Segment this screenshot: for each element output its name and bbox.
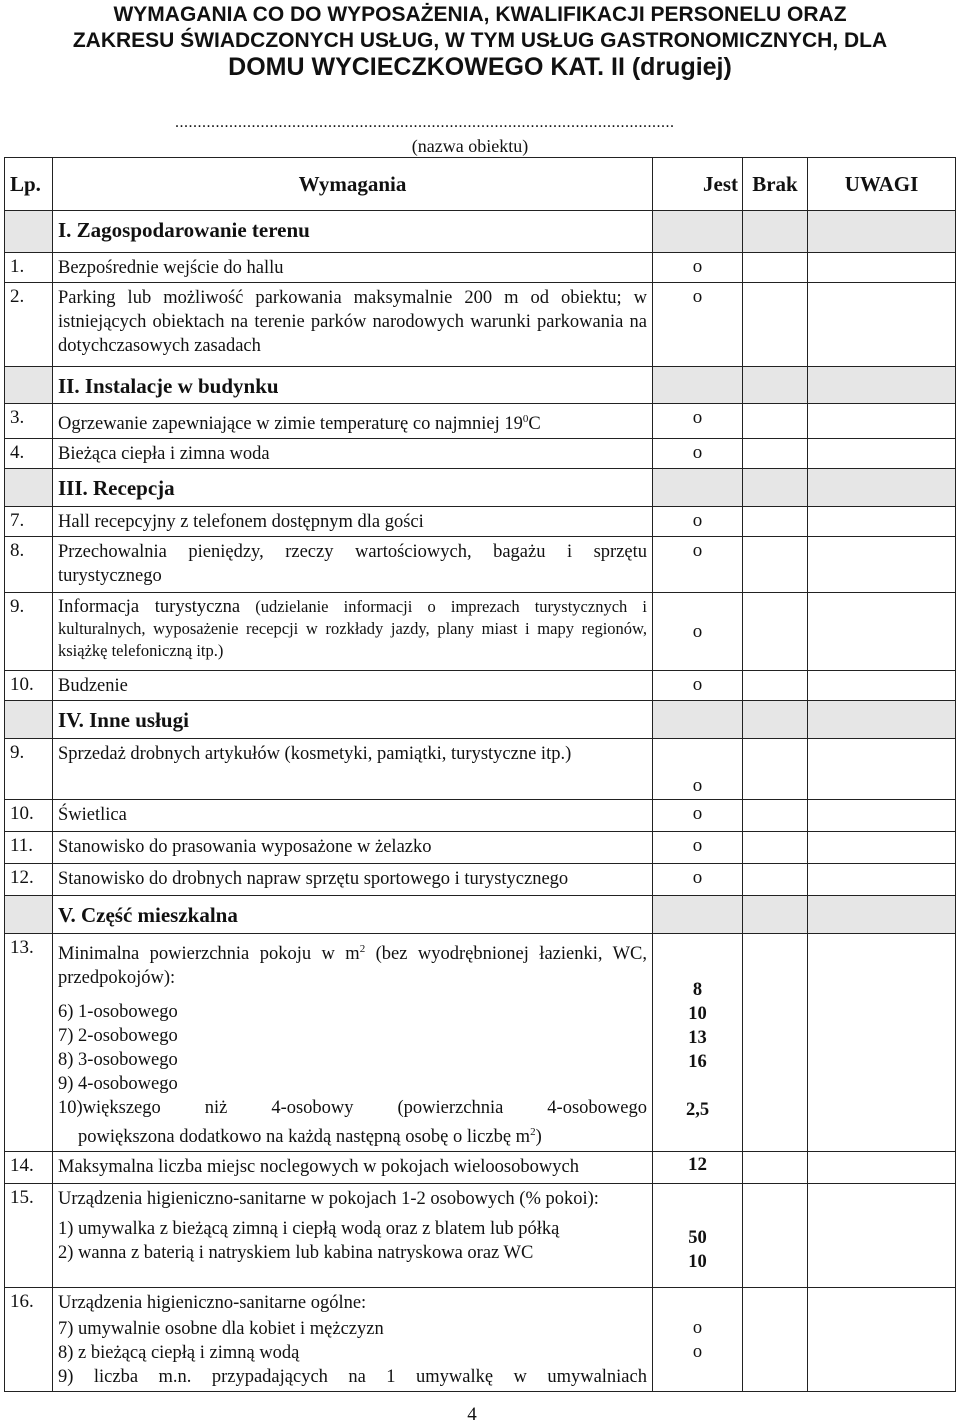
row-requirement: Stanowisko do drobnych napraw sprzętu sportowego i turystycznego bbox=[53, 864, 653, 896]
row-uwagi[interactable] bbox=[808, 593, 956, 671]
page-number: 4 bbox=[467, 1404, 477, 1425]
value[interactable]: 8 bbox=[692, 980, 703, 1001]
title-line-1: WYMAGANIA CO DO WYPOSAŻENIA, KWALIFIKACJI PERSONELU ORAZ bbox=[113, 3, 847, 26]
row-jest[interactable]: o bbox=[653, 507, 743, 537]
section-title: IV. Inne usługi bbox=[58, 708, 189, 733]
section-title: V. Część mieszkalna bbox=[58, 903, 238, 928]
sub-item: 8) 3-osobowego bbox=[58, 1050, 178, 1071]
table-row bbox=[5, 253, 956, 283]
section-row bbox=[5, 896, 956, 934]
row-lp: 14. bbox=[5, 1152, 53, 1184]
table-header bbox=[5, 158, 956, 211]
section-jest bbox=[653, 896, 743, 934]
requirement-text-end: (bez wyodrębnionej łazienki, WC, przedpokojów): bbox=[58, 944, 648, 989]
row-uwagi[interactable] bbox=[808, 671, 956, 701]
header-jest: Jest bbox=[653, 158, 743, 211]
row-jest[interactable]: o bbox=[653, 864, 743, 896]
section-brak bbox=[743, 896, 808, 934]
section-brak bbox=[743, 469, 808, 507]
row-lp: 15. bbox=[5, 1184, 53, 1288]
sub-item: 9) liczba m.n. przypadających na 1 umywalkę w umywalniach bbox=[58, 1367, 647, 1388]
row-lp: 2. bbox=[5, 283, 53, 367]
row-brak[interactable] bbox=[743, 404, 808, 439]
row-jest bbox=[653, 1184, 743, 1288]
row-requirement bbox=[53, 593, 653, 671]
requirement-text-end: C bbox=[528, 414, 541, 435]
row-requirement: Przechowalnia pieniędzy, rzeczy wartościowych, bagażu i sprzętu turystycznego bbox=[53, 537, 653, 593]
row-brak[interactable] bbox=[743, 832, 808, 864]
header-brak: Brak bbox=[743, 158, 808, 211]
sub-item: 8) z bieżącą ciepłą i zimną wodą bbox=[58, 1343, 300, 1364]
value[interactable]: 10 bbox=[688, 1004, 707, 1025]
sub-item: 2) wanna z baterią i natryskiem lub kabina natryskowa oraz WC bbox=[58, 1243, 534, 1264]
requirements-table bbox=[4, 157, 956, 1392]
row-requirement bbox=[53, 404, 653, 439]
sub-item-text: powiększona dodatkowo na każdą następną osobę o liczbę m bbox=[78, 1127, 531, 1148]
requirement-text: Urządzenia higieniczno-sanitarne w pokojach 1-2 osobowych (% pokoi): bbox=[58, 1189, 599, 1210]
row-requirement bbox=[53, 934, 653, 1152]
row-lp: 12. bbox=[5, 864, 53, 896]
row-brak[interactable] bbox=[743, 671, 808, 701]
sub-item: 10)większego niż 4-osobowy (powierzchnia 4-osobowego bbox=[58, 1098, 647, 1119]
section-lp bbox=[5, 701, 53, 739]
row-uwagi[interactable] bbox=[808, 1184, 956, 1288]
row-requirement: Stanowisko do prasowania wyposażone w żelazko bbox=[53, 832, 653, 864]
row-lp: 10. bbox=[5, 800, 53, 832]
row-brak[interactable] bbox=[743, 253, 808, 283]
section-title: II. Instalacje w budynku bbox=[58, 374, 279, 398]
row-jest bbox=[653, 934, 743, 1152]
row-brak[interactable] bbox=[743, 864, 808, 896]
section-jest bbox=[653, 211, 743, 253]
sub-item-text-end: ) bbox=[535, 1127, 542, 1148]
row-requirement: Hall recepcyjny z telefonem dostępnym dla gości bbox=[53, 507, 653, 537]
row-jest bbox=[653, 1288, 743, 1392]
table-row bbox=[5, 934, 956, 1152]
row-uwagi[interactable] bbox=[808, 1152, 956, 1184]
row-jest[interactable]: o bbox=[653, 739, 743, 800]
section-title: I. Zagospodarowanie terenu bbox=[58, 218, 310, 242]
row-requirement bbox=[53, 1184, 653, 1288]
table-row bbox=[5, 1184, 956, 1288]
requirement-note: (udzielanie informacji o imprezach turystycznych i kulturalnych, wyposażenie recepcji w rozkłady jazdy, plany miast i mapy regionów, książkę telefoniczną itp.) bbox=[58, 597, 647, 661]
row-requirement: Sprzedaż drobnych artykułów (kosmetyki, pamiątki, turystyczne itp.) bbox=[53, 739, 653, 800]
row-brak[interactable] bbox=[743, 507, 808, 537]
section-uwagi bbox=[808, 896, 956, 934]
value[interactable]: 2,5 bbox=[685, 1100, 710, 1121]
sub-item: 6) 1-osobowego bbox=[58, 1002, 178, 1023]
section-title-cell bbox=[53, 896, 653, 934]
row-requirement: Budzenie bbox=[53, 671, 653, 701]
value[interactable]: 10 bbox=[688, 1252, 707, 1273]
row-jest[interactable]: o bbox=[653, 671, 743, 701]
superscript: 2 bbox=[359, 943, 366, 956]
table-row bbox=[5, 1288, 956, 1392]
object-name-caption: (nazwa obiektu) bbox=[411, 136, 529, 156]
row-jest[interactable]: o bbox=[653, 800, 743, 832]
row-uwagi[interactable] bbox=[808, 739, 956, 800]
section-row bbox=[5, 211, 956, 253]
table-row bbox=[5, 593, 956, 671]
row-brak[interactable] bbox=[743, 283, 808, 367]
row-uwagi[interactable] bbox=[808, 832, 956, 864]
section-jest bbox=[653, 469, 743, 507]
row-lp: 10. bbox=[5, 671, 53, 701]
row-uwagi[interactable] bbox=[808, 800, 956, 832]
section-lp bbox=[5, 367, 53, 404]
row-lp: 4. bbox=[5, 439, 53, 469]
section-title-cell bbox=[53, 367, 653, 404]
superscript: 2 bbox=[530, 1126, 536, 1139]
section-title-cell bbox=[53, 701, 653, 739]
header-requirements: Wymagania bbox=[53, 158, 653, 211]
value[interactable]: 13 bbox=[688, 1028, 707, 1049]
object-name-blank[interactable]: ............................................................................................................... bbox=[175, 114, 675, 131]
value[interactable]: o bbox=[692, 1342, 703, 1363]
table-row bbox=[5, 439, 956, 469]
table-row bbox=[5, 537, 956, 593]
row-uwagi[interactable] bbox=[808, 439, 956, 469]
table-row bbox=[5, 739, 956, 800]
table-row bbox=[5, 283, 956, 367]
row-brak[interactable] bbox=[743, 1288, 808, 1392]
section-row bbox=[5, 469, 956, 507]
requirement-text: Urządzenia higieniczno-sanitarne ogólne: bbox=[58, 1293, 367, 1314]
row-uwagi[interactable] bbox=[808, 507, 956, 537]
row-requirement: Bieżąca ciepła i zimna woda bbox=[53, 439, 653, 469]
header-uwagi: UWAGI bbox=[808, 158, 956, 211]
section-lp bbox=[5, 896, 53, 934]
row-brak[interactable] bbox=[743, 934, 808, 1152]
row-jest[interactable]: 12 bbox=[653, 1152, 743, 1184]
row-jest[interactable]: o bbox=[653, 283, 743, 367]
row-lp: 11. bbox=[5, 832, 53, 864]
row-jest[interactable]: o bbox=[653, 832, 743, 864]
section-uwagi bbox=[808, 701, 956, 739]
row-uwagi[interactable] bbox=[808, 253, 956, 283]
title-line-3: DOMU WYCIECZKOWEGO KAT. II (drugiej) bbox=[228, 53, 732, 81]
row-brak[interactable] bbox=[743, 439, 808, 469]
row-lp: 7. bbox=[5, 507, 53, 537]
section-lp bbox=[5, 211, 53, 253]
row-lp: 1. bbox=[5, 253, 53, 283]
section-row bbox=[5, 367, 956, 404]
row-lp: 8. bbox=[5, 537, 53, 593]
table-row bbox=[5, 832, 956, 864]
row-jest[interactable]: o bbox=[653, 439, 743, 469]
value[interactable]: o bbox=[692, 1318, 703, 1339]
section-title-cell bbox=[53, 469, 653, 507]
section-brak bbox=[743, 367, 808, 404]
section-lp bbox=[5, 469, 53, 507]
section-row bbox=[5, 701, 956, 739]
section-uwagi bbox=[808, 469, 956, 507]
row-lp: 3. bbox=[5, 404, 53, 439]
requirement-text bbox=[58, 937, 647, 990]
section-uwagi bbox=[808, 367, 956, 404]
sub-item: 1) umywalka z bieżącą zimną i ciepłą wodą oraz z blatem lub półką bbox=[58, 1219, 560, 1240]
row-brak[interactable] bbox=[743, 1152, 808, 1184]
row-jest[interactable]: o bbox=[653, 537, 743, 593]
document-title bbox=[0, 2, 960, 80]
requirement-text: Ogrzewanie zapewniające w zimie temperaturę co najmniej 19 bbox=[58, 414, 523, 435]
value[interactable]: 50 bbox=[688, 1228, 707, 1249]
row-lp: 9. bbox=[5, 593, 53, 671]
row-brak[interactable] bbox=[743, 1184, 808, 1288]
row-lp: 9. bbox=[5, 739, 53, 800]
row-brak[interactable] bbox=[743, 593, 808, 671]
row-jest[interactable]: o bbox=[653, 404, 743, 439]
section-jest bbox=[653, 367, 743, 404]
sub-item: 9) 4-osobowego bbox=[58, 1074, 178, 1095]
row-requirement: Maksymalna liczba miejsc noclegowych w pokojach wieloosobowych bbox=[53, 1152, 653, 1184]
row-uwagi[interactable] bbox=[808, 864, 956, 896]
row-brak[interactable] bbox=[743, 739, 808, 800]
row-uwagi[interactable] bbox=[808, 934, 956, 1152]
section-jest bbox=[653, 701, 743, 739]
row-jest[interactable]: o bbox=[653, 593, 743, 671]
row-lp: 13. bbox=[5, 934, 53, 1152]
title-line-2: ZAKRESU ŚWIADCZONYCH USŁUG, W TYM USŁUG GASTRONOMICZNYCH, DLA bbox=[72, 29, 888, 52]
row-jest[interactable]: o bbox=[653, 253, 743, 283]
header-lp: Lp. bbox=[5, 158, 53, 211]
row-uwagi[interactable] bbox=[808, 283, 956, 367]
table-row bbox=[5, 404, 956, 439]
row-uwagi[interactable] bbox=[808, 404, 956, 439]
row-requirement: Bezpośrednie wejście do hallu bbox=[53, 253, 653, 283]
section-uwagi bbox=[808, 211, 956, 253]
table-row bbox=[5, 1152, 956, 1184]
row-requirement: Parking lub możliwość parkowania maksymalnie 200 m od obiektu; w istniejących obiektach na terenie parków narodowych warunki parkowania na dotychczasowych zasadach bbox=[53, 283, 653, 367]
section-brak bbox=[743, 211, 808, 253]
table-row bbox=[5, 800, 956, 832]
sub-item: 7) umywalnie osobne dla kobiet i mężczyzn bbox=[58, 1319, 384, 1340]
row-uwagi[interactable] bbox=[808, 537, 956, 593]
superscript: 0 bbox=[522, 413, 529, 425]
requirement-text: Informacja turystyczna bbox=[58, 597, 241, 618]
section-title: III. Recepcja bbox=[58, 476, 175, 501]
table-row bbox=[5, 671, 956, 701]
row-requirement: Świetlica bbox=[53, 800, 653, 832]
row-brak[interactable] bbox=[743, 800, 808, 832]
row-brak[interactable] bbox=[743, 537, 808, 593]
row-lp: 16. bbox=[5, 1288, 53, 1392]
value[interactable]: 16 bbox=[688, 1052, 707, 1073]
row-uwagi[interactable] bbox=[808, 1288, 956, 1392]
sub-item: 7) 2-osobowego bbox=[58, 1026, 178, 1047]
table-row bbox=[5, 507, 956, 537]
table-row bbox=[5, 864, 956, 896]
row-requirement bbox=[53, 1288, 653, 1392]
sub-item-continued bbox=[58, 1120, 647, 1149]
requirement-text-start: Minimalna powierzchnia pokoju w m bbox=[58, 944, 360, 965]
section-brak bbox=[743, 701, 808, 739]
section-title-cell bbox=[53, 211, 653, 253]
